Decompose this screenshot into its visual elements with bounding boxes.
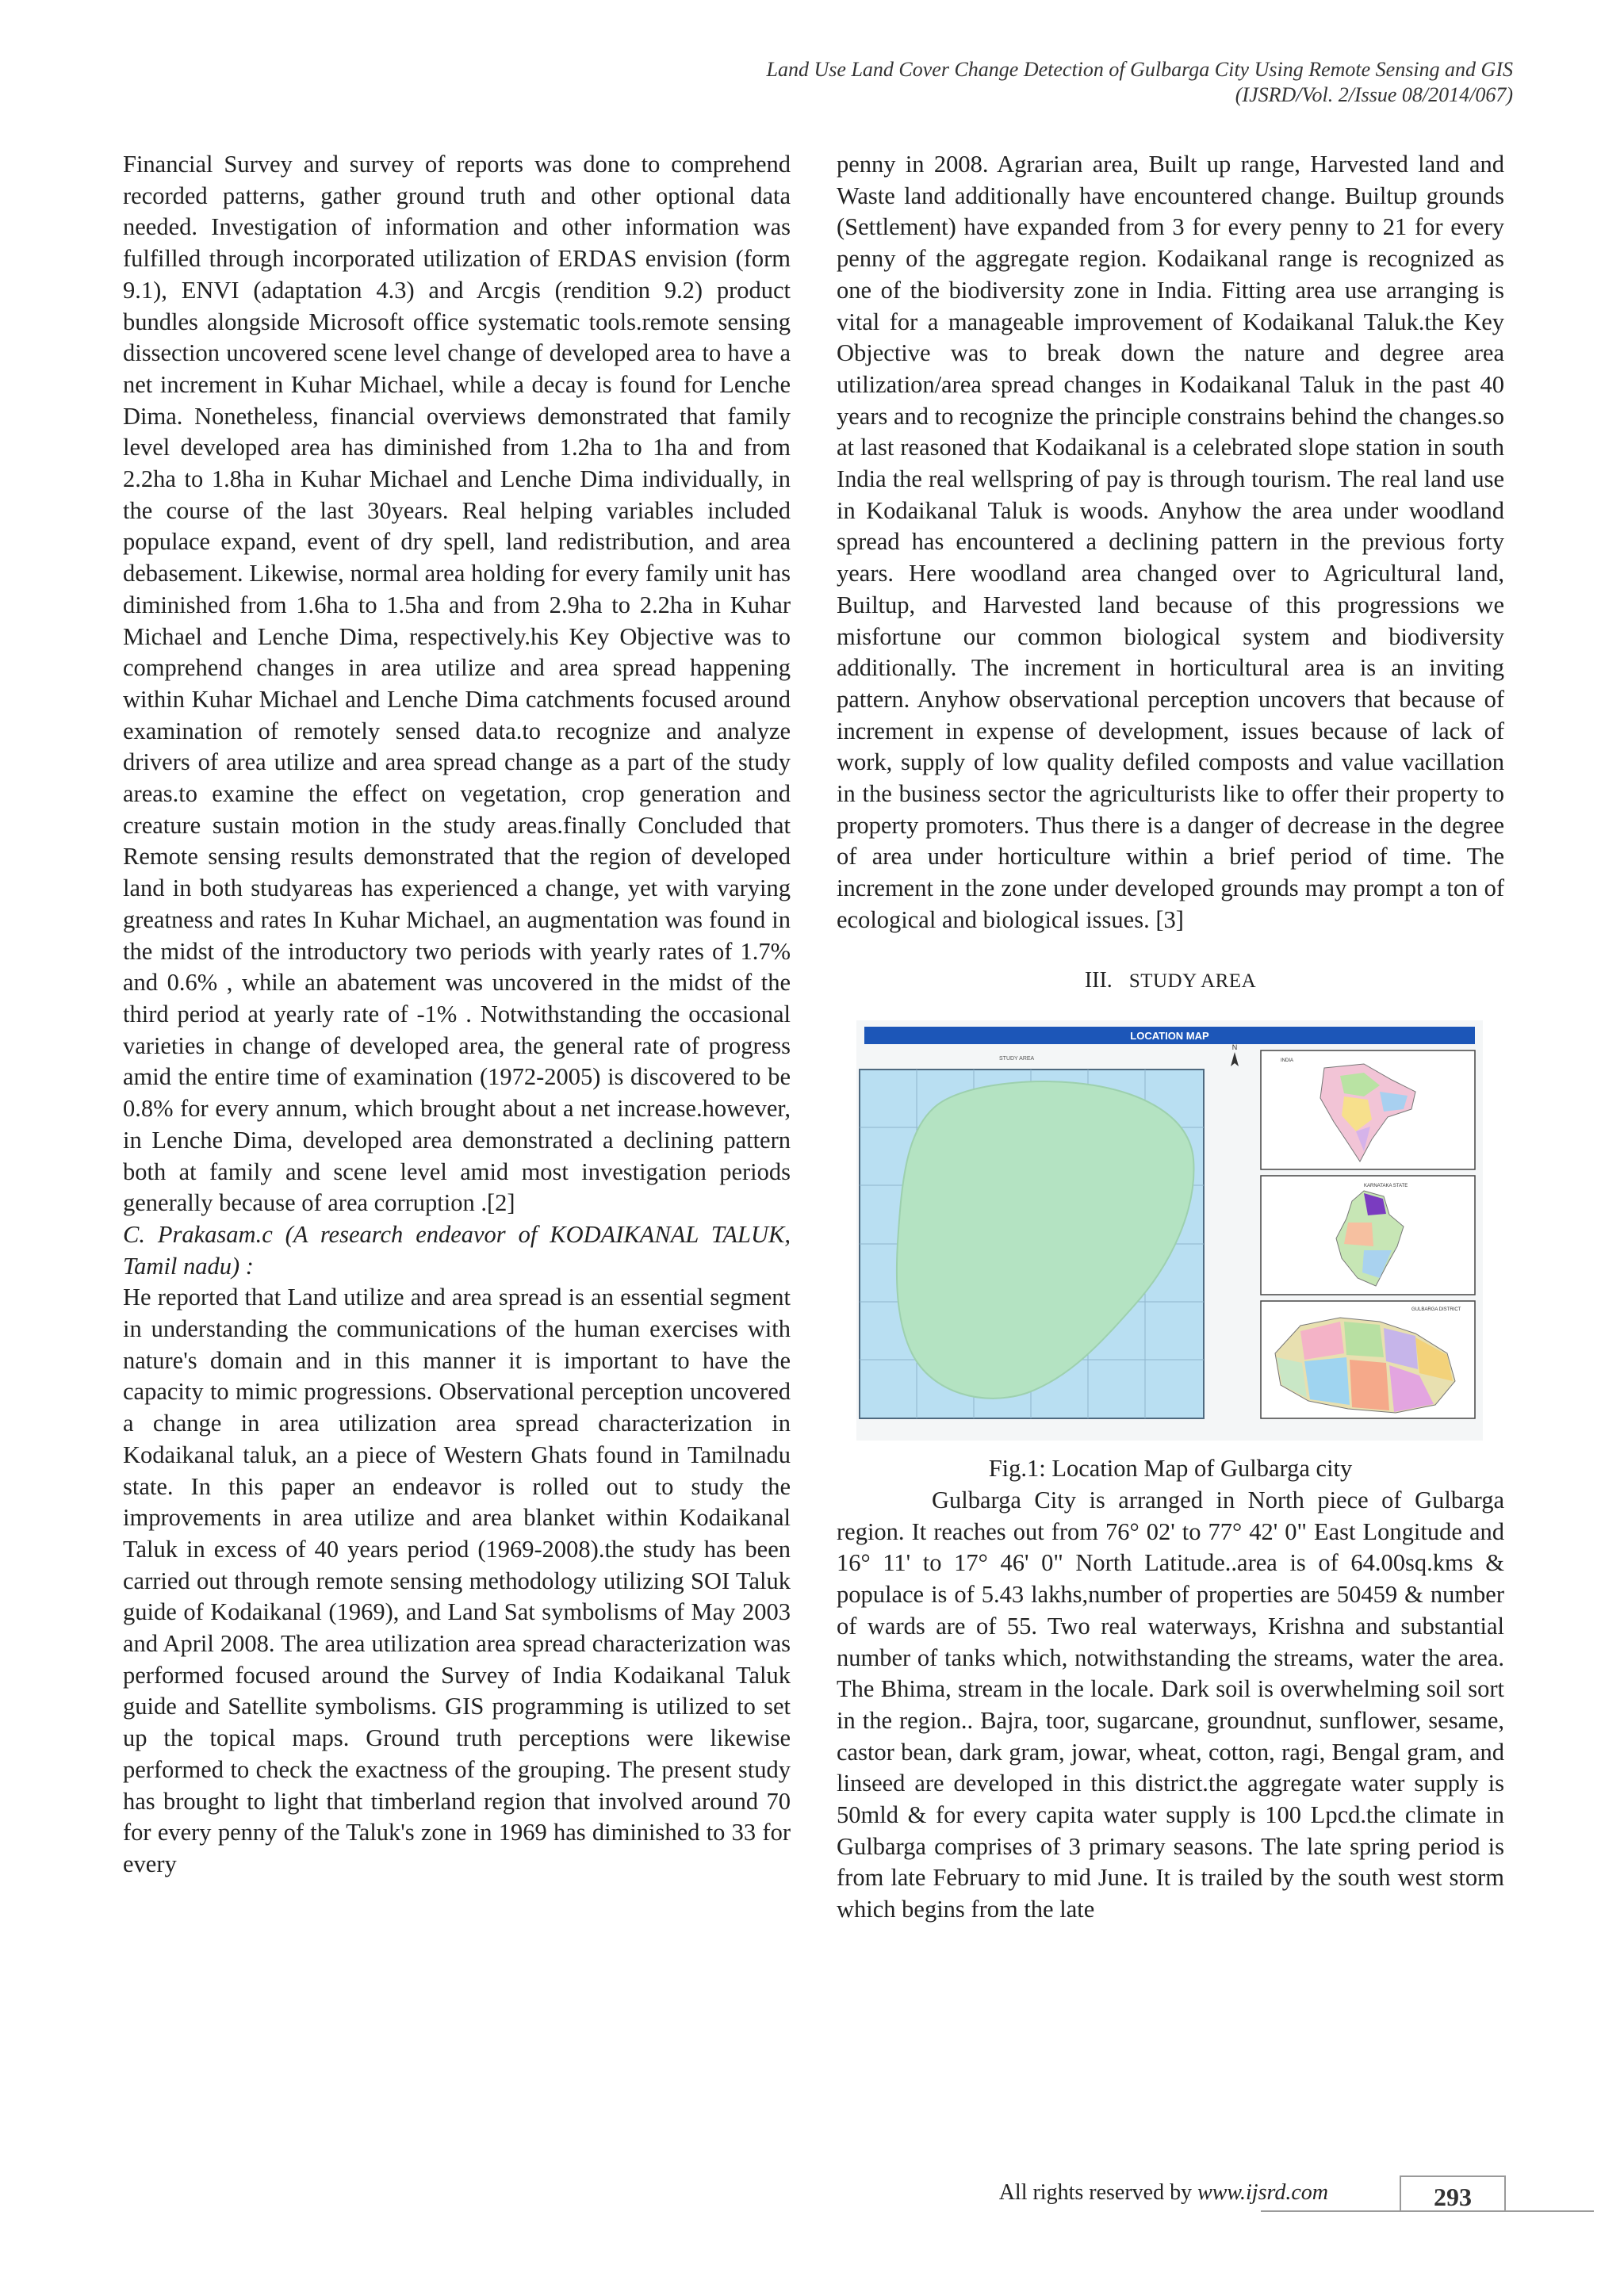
page-footer [991,2175,1546,2223]
header-journal: (IJSRD/Vol. 2/Issue 08/2014/067) [1235,83,1513,106]
left-column [123,149,791,1881]
north-label: N [1231,1043,1238,1052]
footer-rule [1261,2210,1594,2212]
page-number: 293 [1400,2175,1506,2212]
footer-rights-text: All rights reserved by [998,2180,1193,2205]
location-map [856,1020,1483,1441]
paragraph: Gulbarga City is arranged in North piece of Gulbarga region. It reaches out from 76° 02' to 77° 42' 0" East Longitude and 16° 11' to 17° 46' 0" North Latitude..area is of 64.00sq.kms & populace is of 5.43 lakhs,number of properties are 50459 & number of wards are of 55. Two real waterways, Krishna and substantial number of tanks which, notwithstanding the streams, water the area. The Bhima, stream in the locale. Dark soil is overwhelming soil sort in the region.. Bajra, toor, sugarcane, groundnut, sunflower, sesame, castor bean, dark gram, jowar, wheat, cotton, ragi, Bengal gram, and linseed are developed in this district.the aggregate water supply is 50mld & for every capita water supply is 100 Lpcd.the climate in Gulbarga comprises of 3 primary seasons. The late spring period is from late February to mid June. It is trailed by the south west storm which begins from the late [837,1486,1504,1923]
gulbarga-district-inset [1261,1301,1475,1418]
section-number: III. [1084,967,1113,993]
india-inset [1261,1050,1475,1169]
section-heading [837,965,1504,997]
footer-site-link[interactable]: www.ijsrd.com [1197,2180,1328,2205]
right-column [837,149,1504,1926]
section-title: STUDY AREA [1128,970,1257,992]
running-header [324,57,1513,108]
paragraph: He reported that Land utilize and area spread is an essential segment in understanding the communications of the human exercises with nature's domain and in this manner it is important to have the capacity to mimic progressions. Observational perception uncovered a change in area utilization area spread characterization in Kodaikanal taluk, an a piece of Western Ghats found in Tamilnadu state. In this paper an endeavor is rolled out to study the improvements in area utilize and area blanket within Kodaikanal Taluk in excess of 40 years period (1969-2008).the study has been carried out through remote sensing methodology utilizing SOI Taluk guide of Kodaikanal (1969), and Land Sat symbolisms of May 2003 and April 2008. The area utilization area spread characterization was performed focused around the Survey of India Kodaikanal Taluk guide and Satellite symbolisms. GIS programming is utilized to set up the topical maps. Ground truth perceptions were likewise performed to check the exactness of the grouping. The present study has brought to light that timberland region that involved around 70 for every penny of the Taluk's zone in 1969 has diminished to 33 for every [123,1284,791,1877]
subsection-heading: C. Prakasam.c (A research endeavor of KODAIKANAL TALUK, Tamil nadu) : [123,1220,791,1280]
india-inset-label: INDIA [1281,1058,1294,1064]
location-map-figure [837,1020,1504,1441]
karnataka-inset-label: KARNATAKA STATE [1364,1184,1408,1189]
figure-caption: Fig.1: Location Map of Gulbarga city [988,1455,1353,1483]
paragraph: Financial Survey and survey of reports was done to comprehend recorded patterns, gather ground truth and other optional data needed. Investigation of information and other information was fulfilled through incorporated utilization of ERDAS envision (form 9.1), ENVI (adaptation 4.3) and Arcgis (rendition 9.2) product bundles alongside Microsoft office systematic tools.remote sensing dissection uncovered scene level change of developed area to have a net increment in Kuhar Michael, while a decay is found for Lenche Dima. Nonetheless, financial overviews demonstrated that family level developed area has diminished from 1.2ha to 1ha and from 2.2ha to 1.8ha in Kuhar Michael and Lenche Dima individually, in the course of the last 30years. Real helping variables included populace expand, event of dry spell, land redistribution, and area debasement. Likewise, normal area holding for every family unit has diminished from 1.6ha to 1.5ha and from 2.9ha to 2.2ha in Kuhar Michael and Lenche Dima, respectively.his Key Objective was to comprehend changes in area utilize and area spread happening within Kuhar Michael and Lenche Dima catchments focused around examination of remotely sensed data.to recognize and analyze drivers of area utilize and area spread change as a part of the study areas.to examine the effect on vegetation, crop generation and creature sustain motion in the study areas.finally Concluded that Remote sensing results demonstrated that the region of developed land in both studyareas has experienced a change, yet with varying greatness and rates In Kuhar Michael, an augmentation was found in the midst of the introductory two periods with yearly rates of 1.7% and 0.6% , while an abatement was uncovered in the midst of the third period at yearly rate of -1% . Notwithstanding the occasional varieties in change of developed area, the general rate of progress amid the entire time of examination (1972-2005) is discovered to be 0.8% for every annum, which brought about a net increase.however, in Lenche Dima, developed area demonstrated a declining pattern both at family and scene level amid most investigation periods generally because of area corruption .[2] [123,151,791,1217]
karnataka-inset [1261,1176,1475,1295]
header-title: Land Use Land Cover Change Detection of Gulbarga City Using Remote Sensing and GIS [766,58,1513,81]
footer-rights [999,2180,1328,2206]
district-inset-label: GULBARGA DISTRICT [1411,1307,1461,1313]
study-area-label: STUDY AREA [999,1056,1035,1062]
map-banner-label: LOCATION MAP [1130,1030,1209,1043]
paragraph: penny in 2008. Agrarian area, Built up range, Harvested land and Waste land additionally have encountered change. Builtup grounds (Settlement) have expanded from 3 for every penny to 21 for every penny of the aggregate region. Kodaikanal range is recognized as one of the biodiversity zone in India. Fitting area use arranging is vital for a manageable improvement of Kodaikanal Taluk.the Key Objective was to break down the nature and degree area utilization/area spread changes in Kodaikanal Taluk in the past 40 years and to recognize the principle constrains behind the changes.so at last reasoned that Kodaikanal is a celebrated slope station in south India the real wellspring of pay is through tourism. The real land use in Kodaikanal Taluk is woods. Anyhow the area under woodland spread has encountered a declining pattern in the previous forty years. Here woodland area changed over to Agricultural land, Builtup, and Harvested land because of this progressions we misfortune our common biological system and biodiversity additionally. The increment in horticultural area is an inviting pattern. Anyhow observational perception uncovers that because of increment in expense of development, issues because of lack of work, supply of low quality defiled composts and value vacillation in the business sector the agriculturists like to offer their property to property promoters. Thus there is a danger of decrease in the degree of area under horticulture within a brief period of time. The increment in the zone under developed grounds may prompt a ton of ecological and biological issues. [3] [837,151,1504,933]
